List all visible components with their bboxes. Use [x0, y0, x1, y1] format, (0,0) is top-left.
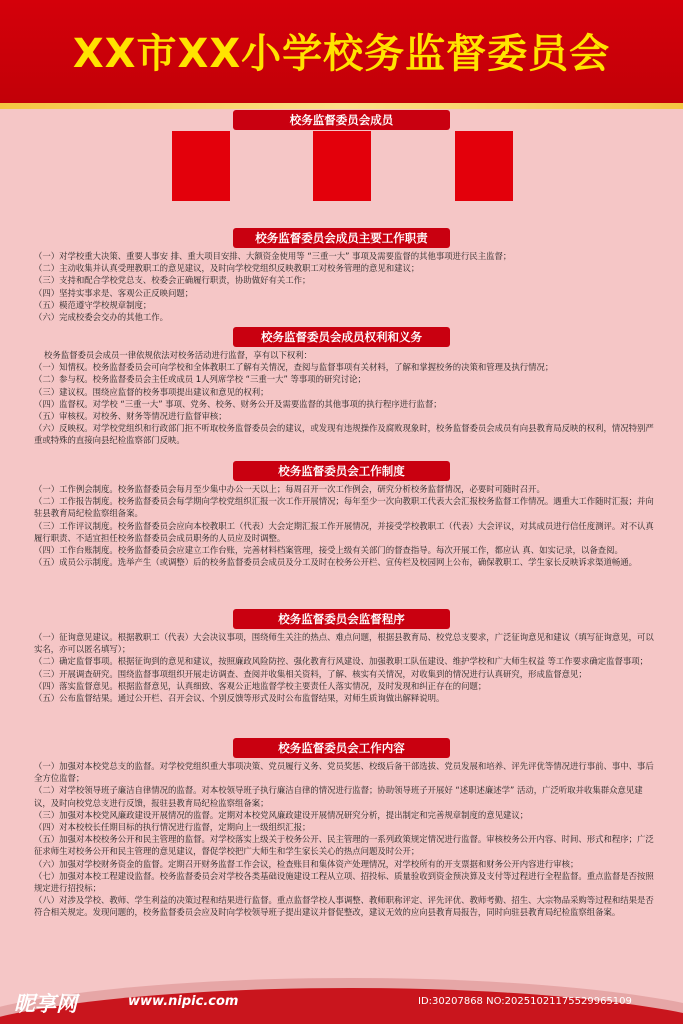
duty-item: （一）对学校重大决策、重要人事安 排、重大项目安排、大额资金使用等 “三重一大” 事项及需要监督的其他事项进行民主监督； — [34, 251, 512, 261]
watermark-id: ID:30207868 NO:20251021175529965109 — [418, 996, 632, 1007]
procedure-item: （四）落实监督意见。根据监督意见，认真细致、客观公正地监督学校主要责任人落实情况，及时发现和纠正存在的问题； — [34, 680, 487, 691]
content-item: （三）加强对本校党风廉政建设开展情况的监督。定期对本校党风廉政建设开展情况研究分析，提出制定和完善规章制度的意见建议； — [34, 809, 529, 820]
system-item: （五）成员公示制度。选举产生（或调整）后的校务监督委员会成员及分工及时在校务公开栏、宣传栏及校园网上公布，确保教职工、学生家长反映诉求渠道畅通。 — [34, 557, 637, 568]
rights-item: （六）反映权。对学校党组织和行政部门拒不听取校务监督委员会的建议，或发现有违规操作及腐败现象时，校务监督委员会成员有向县教育局反映的权利，情况特别严重或特殊的直接向县纪检监察部门反映。 — [34, 423, 654, 446]
procedure-list — [34, 631, 656, 704]
section-title-rights: 校务监督委员会成员权利和义务 — [233, 327, 450, 347]
rights-intro: 校务监督委员会成员一律依规依法对校务活动进行监督，享有以下权利： — [44, 350, 312, 360]
content-item: （六）加强对学校财务资金的监督。定期召开财务监督工作会议，检查账目和集体资产处理情况，对学校所有的开支票据和财务公开内容进行审核； — [34, 858, 579, 869]
duties-list — [34, 250, 656, 323]
duty-item: （三）支持和配合学校党总支、校委会正确履行职责，协助做好有关工作； — [34, 275, 311, 286]
member-photos — [0, 131, 683, 201]
system-item: （四）工作台账制度。校务监督委员会应建立工作台账，完善材料档案管理，接受上级有关部门的督查指导。每次开展工作，都应认 真、如实记录，以备查阅。 — [34, 545, 623, 556]
section-title-system: 校务监督委员会工作制度 — [233, 461, 450, 481]
rights-list — [34, 349, 656, 447]
duty-item: （五）模范遵守学校规章制度； — [34, 299, 152, 310]
duty-item: （六）完成校委会交办的其他工作。 — [34, 312, 168, 323]
system-list — [34, 483, 656, 568]
procedure-item: （三）开展调查研究。围绕监督事项组织开展走访调查、查阅并收集相关资料，了解、核实有关情况，对收集到的情况进行认真研究，形成监督意见； — [34, 668, 587, 679]
page-title: XX市XX小学校务监督委员会 — [72, 31, 611, 77]
content-item: （五）加强对本校校务公开和民主管理的监督。对学校落实上级关于校务公开、民主管理的一系列政策规定情况进行监督。审核校务公开内容、时间、形式和程序；广泛征求师生对校务公开和民主管理的意见建议，督促学校把广大师生和学生家长关心的热点问题及时公开； — [34, 834, 654, 857]
section-title-content: 校务监督委员会工作内容 — [233, 738, 450, 758]
content-item: （八）对涉及学校、教师、学生利益的决策过程和结果进行监督。重点监督学校人事调整、教师职称评定、评先评优、教师考勤、招生、大宗物品采购等过程和结果是否符合相关规定。发现问题的，校务监督委员会应及时向学校领导班子提出建议并督促整改，建议无效的应向县教育局报告，同时向驻县教育局纪检监察组备案。 — [34, 895, 654, 918]
member-photo — [455, 131, 513, 201]
section-title-procedure: 校务监督委员会监督程序 — [233, 609, 450, 629]
content-item: （二）对学校领导班子廉洁自律情况的监督。对本校领导班子执行廉洁自律的情况进行监督；协助领导班子开展好 “述职述廉述学” 活动，广泛听取并收集群众意见建议，及时向校党总支进行反馈，报驻县教育局纪检监察组备案； — [34, 785, 643, 808]
content-item: （四）对本校校长任期目标的执行情况进行监督，定期向上一级组织汇报； — [34, 822, 311, 833]
procedure-item: （二）确定监督事项。根据征询到的意见和建议，按照廉政风险防控、强化教育行风建设、加强教职工队伍建设、维护学校和广大师生权益 等工作要求确定监督事项； — [34, 656, 649, 667]
system-item: （一）工作例会制度。校务监督委员会每月至少集中办公一天以上；每周召开一次工作例会，研究分析校务监督情况，必要时可随时召开。 — [34, 484, 545, 494]
content-item: （七）加强对本校工程建设监督。校务监督委员会对学校各类基础设施建设工程从立项、招投标、质量验收到资金预决算及支付等过程进行全程监督。重点监督是否按照规定进行招投标； — [34, 870, 654, 894]
section-title-members: 校务监督委员会成员 — [233, 110, 450, 130]
watermark-url: www.nipic.com — [128, 994, 239, 1009]
procedure-item: （五）公布监督结果。通过公开栏、召开会议、个别反馈等形式及时公布监督结果，对师生质询做出解释说明。 — [34, 693, 445, 704]
member-photo — [172, 131, 230, 201]
rights-item: （三）建议权。围绕应监督的校务事项提出建议和意见的权利； — [34, 386, 269, 397]
watermark-logo: 昵享网 — [14, 992, 77, 1016]
duty-item: （四）坚持实事求是、客观公正反映问题； — [34, 287, 194, 298]
rights-item: （一）知情权。校务监督委员会可向学校和全体教职工了解有关情况，查阅与监督事项有关材料，了解和掌握校务的决策和管理及执行情况； — [34, 362, 554, 373]
content-list — [34, 760, 656, 919]
rights-item: （五）审核权。对校务、财务等情况进行监督审核； — [34, 411, 227, 422]
duty-item: （二）主动收集并认真受理教职工的意见建议，及时向学校党组织反映教职工对校务管理的意见和建议； — [34, 263, 420, 274]
rights-item: （四）监督权。对学校 “三重一大” 事项、党务、校务、财务公开及需要监督的其他事项的执行程序进行监督； — [34, 398, 442, 409]
header-gold-strip — [0, 103, 683, 109]
rights-item: （二）参与权。校务监督委员会主任或成员 1人列席学校 “三重一大” 等事项的研究讨论； — [34, 374, 366, 385]
system-item: （二）工作报告制度。校务监督委员会每学期向学校党组织汇报一次工作开展情况；每年至少一次向教职工代表大会汇报校务监督工作情况。遇重大工作随时汇报；并向驻县教育局纪检监察组备案。 — [34, 496, 654, 519]
member-photo — [313, 131, 371, 201]
section-title-duties: 校务监督委员会成员主要工作职责 — [233, 228, 450, 248]
procedure-item: （一）征询意见建议。根据教职工（代表）大会决议事项，围绕师生关注的热点、难点问题，根据县教育局、校党总支要求，广泛征询意见和建议（填写征询意见，可以实名，亦可以匿名填写）； — [34, 632, 654, 655]
content-item: （一）加强对本校党总支的监督。对学校党组织重大事项决策、党员履行义务、党员奖惩、校级后备干部选拔、党员发展和培养、评先评优等情况进行事前、事中、事后全方位监督； — [34, 761, 654, 784]
system-item: （三）工作评议制度。校务监督委员会应向本校教职工（代表）大会定期汇报工作开展情况，并接受学校教职工（代表）大会评议，对其成员进行信任度测评。对不认真履行职责、不适宜担任校务监督委员会成员职务的人员应及时调整。 — [34, 520, 654, 543]
